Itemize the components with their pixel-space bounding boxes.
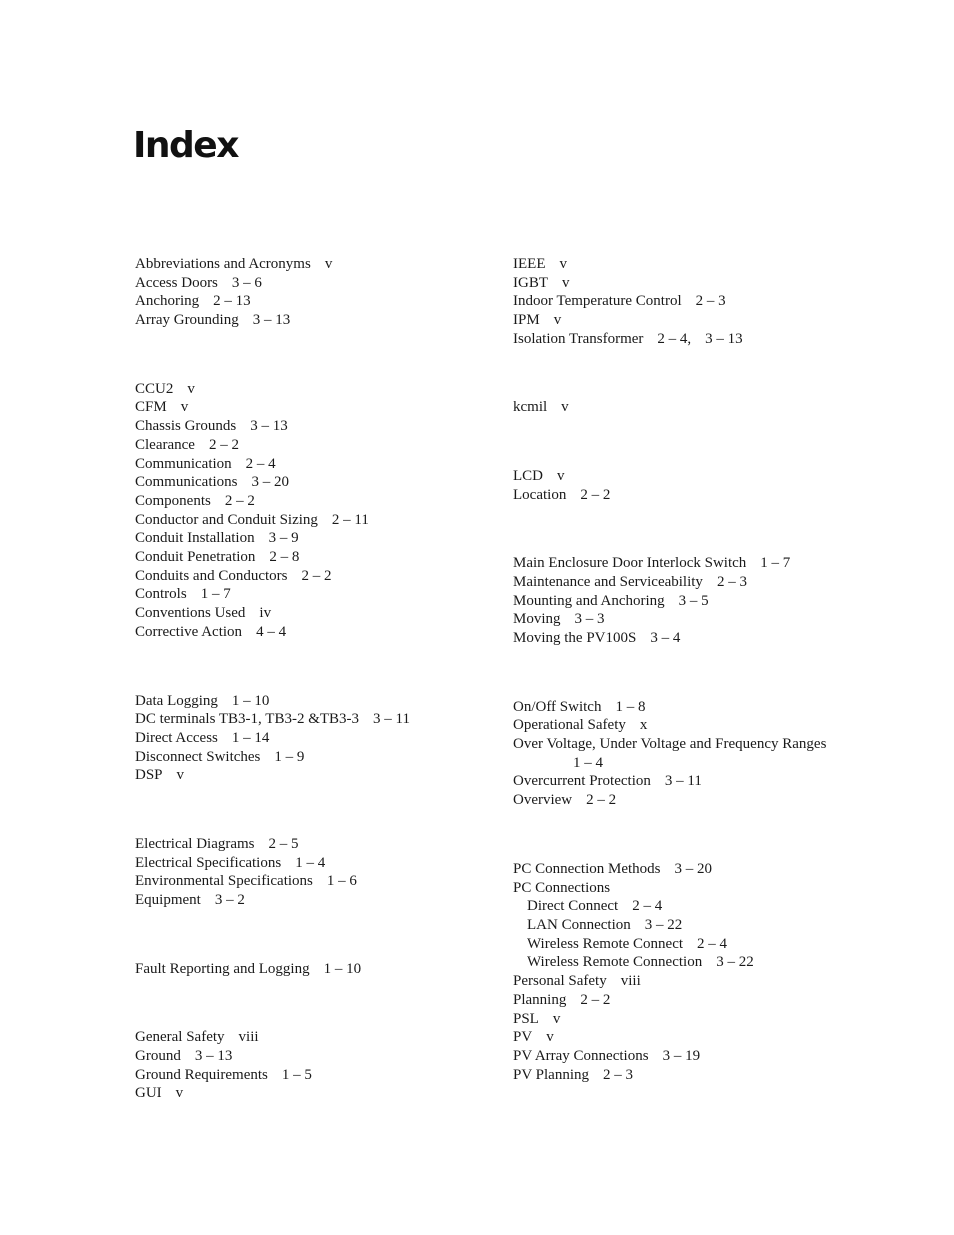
index-subentry: Direct Connect 2 – 4 <box>527 898 663 914</box>
index-entry: Ground Requirements 1 – 5 <box>135 1067 312 1083</box>
index-entry: Access Doors 3 – 6 <box>135 275 262 291</box>
index-entry: Conventions Used iv <box>135 605 272 621</box>
index-entry: PV Planning 2 – 3 <box>513 1067 633 1083</box>
index-entry: PC Connections <box>513 880 611 896</box>
index-entry: Maintenance and Serviceability 2 – 3 <box>513 574 747 590</box>
index-entry: Corrective Action 4 – 4 <box>135 624 287 640</box>
index-entry: General Safety viii <box>135 1029 259 1045</box>
index-entry: Operational Safety x <box>513 717 648 733</box>
index-entry: Data Logging 1 – 10 <box>135 693 270 709</box>
index-entry: LCD v <box>513 468 565 484</box>
index-entry: PV Array Connections 3 – 19 <box>513 1048 701 1064</box>
index-entry: Disconnect Switches 1 – 9 <box>135 749 305 765</box>
index-entry: kcmil v <box>513 399 569 415</box>
index-entry: PSL v <box>513 1011 561 1027</box>
index-entry: IPM v <box>513 312 562 328</box>
index-entry: Clearance 2 – 2 <box>135 437 239 453</box>
index-entry: Fault Reporting and Logging 1 – 10 <box>135 961 362 977</box>
index-entry: Anchoring 2 – 13 <box>135 293 251 309</box>
index-entry: Planning 2 – 2 <box>513 992 611 1008</box>
index-entry: Isolation Transformer 2 – 4, 3 – 13 <box>513 331 743 347</box>
page-title: Index <box>133 125 238 166</box>
index-entry: Environmental Specifications 1 – 6 <box>135 873 357 889</box>
index-entry: CCU2 v <box>135 381 195 397</box>
index-entry: PV v <box>513 1029 554 1045</box>
index-entry: Ground 3 – 13 <box>135 1048 233 1064</box>
index-entry: Mounting and Anchoring 3 – 5 <box>513 593 709 609</box>
index-subentry: Wireless Remote Connect 2 – 4 <box>527 936 728 952</box>
index-entry: PC Connection Methods 3 – 20 <box>513 861 713 877</box>
index-entry: Personal Safety viii <box>513 973 641 989</box>
index-entry: Location 2 – 2 <box>513 487 611 503</box>
index-entry: Overcurrent Protection 3 – 11 <box>513 773 702 789</box>
index-entry: Main Enclosure Door Interlock Switch 1 – 7 <box>513 555 791 571</box>
index-subentry: LAN Connection 3 – 22 <box>527 917 683 933</box>
index-entry: Abbreviations and Acronyms v <box>135 256 333 272</box>
index-entry: DC terminals TB3-1, TB3-2 &TB3-3 3 – 11 <box>135 711 410 727</box>
index-entry: On/Off Switch 1 – 8 <box>513 699 646 715</box>
index-entry: DSP v <box>135 767 185 783</box>
index-entry: Conduit Installation 3 – 9 <box>135 530 299 546</box>
index-entry: CFM v <box>135 399 189 415</box>
index-entry: Communications 3 – 20 <box>135 474 289 490</box>
index-entry: Moving 3 – 3 <box>513 611 605 627</box>
index-entry: Direct Access 1 – 14 <box>135 730 270 746</box>
index-entry: Controls 1 – 7 <box>135 586 231 602</box>
index-entry: IGBT v <box>513 275 570 291</box>
index-entry: GUI v <box>135 1085 184 1101</box>
index-entry: Conduits and Conductors 2 – 2 <box>135 568 332 584</box>
index-entry: Moving the PV100S 3 – 4 <box>513 630 681 646</box>
index-subentry: Wireless Remote Connection 3 – 22 <box>527 954 754 970</box>
index-entry: Components 2 – 2 <box>135 493 255 509</box>
index-entry: Overview 2 – 2 <box>513 792 617 808</box>
index-entry: Electrical Specifications 1 – 4 <box>135 855 326 871</box>
index-entry: Over Voltage, Under Voltage and Frequency Ranges <box>513 736 827 752</box>
index-entry: Indoor Temperature Control 2 – 3 <box>513 293 726 309</box>
index-entry-continuation: 1 – 4 <box>573 755 603 771</box>
index-entry: Array Grounding 3 – 13 <box>135 312 291 328</box>
index-entry: Electrical Diagrams 2 – 5 <box>135 836 299 852</box>
index-entry: Conductor and Conduit Sizing 2 – 11 <box>135 512 369 528</box>
index-entry: Chassis Grounds 3 – 13 <box>135 418 288 434</box>
index-entry: Conduit Penetration 2 – 8 <box>135 549 300 565</box>
index-entry: IEEE v <box>513 256 567 272</box>
index-entry: Equipment 3 – 2 <box>135 892 245 908</box>
index-entry: Communication 2 – 4 <box>135 456 276 472</box>
